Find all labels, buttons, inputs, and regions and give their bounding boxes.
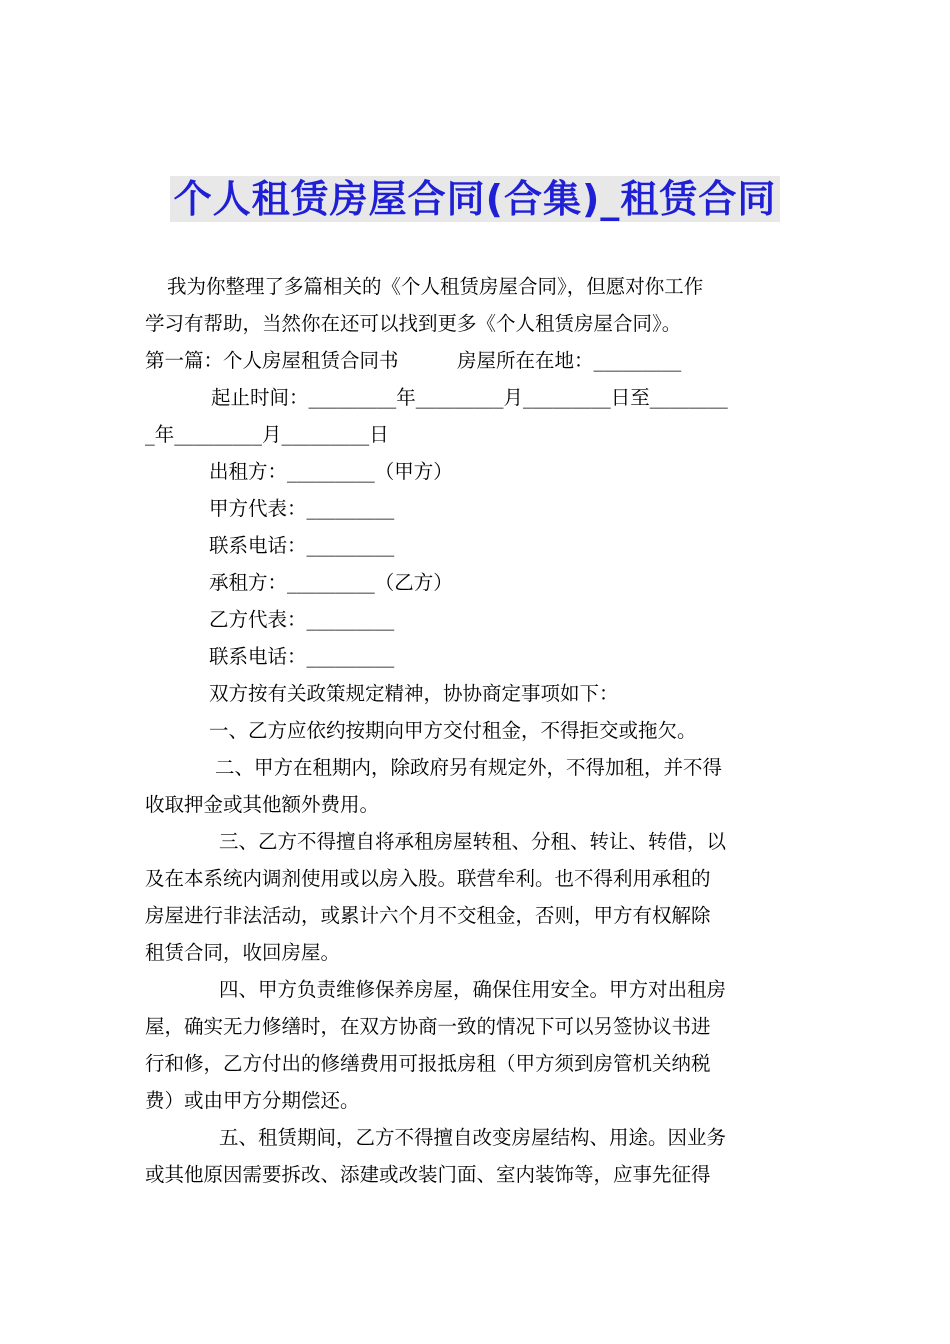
clause-2-line-2: 收取押金或其他额外费用。	[145, 793, 380, 816]
clause-1-line: 一、乙方应依约按期向甲方交付租金，不得拒交或拖欠。	[209, 719, 697, 742]
section1-heading: 第一篇：个人房屋租赁合同书 房屋所在在地：_________	[145, 349, 682, 372]
title-container	[0, 176, 950, 222]
intro-paragraph-cont	[145, 305, 807, 379]
agreement-intro-line: 双方按有关政策规定精神，协协商定事项如下：	[209, 682, 619, 705]
clause-3	[145, 823, 807, 971]
intro-line-2: 学习有帮助，当然你在还可以找到更多《个人租赁房屋合同》。	[145, 312, 682, 335]
clause-2-line-1: 二、甲方在租期内，除政府另有规定外，不得加租，并不得	[215, 756, 723, 779]
lessee-line: 承租方：_________（乙方）	[209, 571, 453, 594]
clause-3-line-1: 三、乙方不得擅自将承租房屋转租、分租、转让、转借，以	[219, 830, 727, 853]
document-title: 个人租赁房屋合同(合集)_租赁合同	[170, 176, 781, 222]
period-line-2: _年_________月_________日	[145, 423, 389, 446]
clause-3-line-4: 租赁合同，收回房屋。	[145, 941, 341, 964]
lessor-rep-line: 甲方代表：_________	[209, 497, 395, 520]
period-paragraph	[145, 379, 807, 416]
clause-4-line-4: 费）或由甲方分期偿还。	[145, 1089, 360, 1112]
clause-4-line-2: 屋，确实无力修缮时，在双方协商一致的情况下可以另签协议书进	[145, 1015, 711, 1038]
intro-paragraph	[145, 268, 807, 305]
lessee-phone-line: 联系电话：_________	[209, 645, 395, 668]
period-line-1: 起止时间：_________年_________月_________日至________	[211, 386, 728, 409]
clause-5-line-1: 五、租赁期间，乙方不得擅自改变房屋结构、用途。因业务	[219, 1126, 727, 1149]
parties-block	[145, 453, 807, 749]
clause-3-line-3: 房屋进行非法活动，或累计六个月不交租金，否则，甲方有权解除	[145, 904, 711, 927]
document-body	[145, 268, 807, 1193]
clause-5-line-2: 或其他原因需要拆改、添建或改装门面、室内装饰等，应事先征得	[145, 1163, 711, 1186]
lessor-phone-line: 联系电话：_________	[209, 534, 395, 557]
clause-3-line-2: 及在本系统内调剂使用或以房入股。联营牟利。也不得利用承租的	[145, 867, 711, 890]
clause-4-line-3: 行和修，乙方付出的修缮费用可报抵房租（甲方须到房管机关纳税	[145, 1052, 711, 1075]
clause-5	[145, 1119, 807, 1193]
clause-4-line-1: 四、甲方负责维修保养房屋，确保住用安全。甲方对出租房	[219, 978, 727, 1001]
clause-4	[145, 971, 807, 1119]
clause-2	[145, 749, 807, 823]
lessee-rep-line: 乙方代表：_________	[209, 608, 395, 631]
period-paragraph-cont	[145, 416, 807, 453]
intro-line-1: 我为你整理了多篇相关的《个人租赁房屋合同》，但愿对你工作	[167, 275, 704, 298]
lessor-line: 出租方：_________（甲方）	[209, 460, 453, 483]
